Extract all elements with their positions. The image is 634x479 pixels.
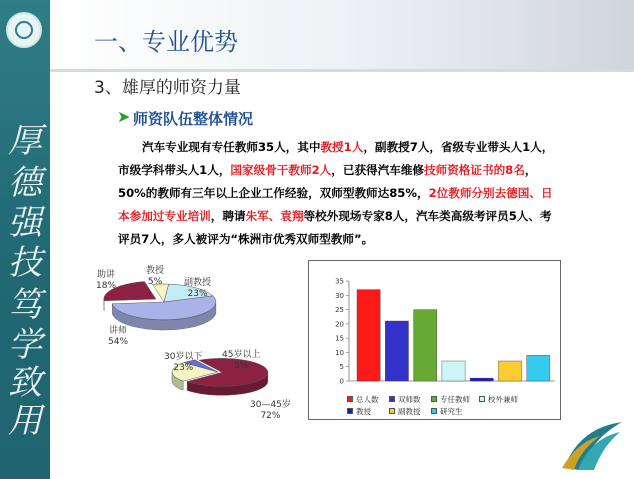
legend-item: [389, 394, 431, 405]
calligraphy-char: 学: [8, 325, 42, 365]
section-subtitle: 3、雄厚的师资力量: [94, 78, 241, 98]
legend-label: 教授: [356, 406, 371, 416]
legend-row: [347, 405, 557, 417]
legend-item: [347, 406, 389, 417]
bar-4: [442, 361, 465, 381]
y-tick-label: 10: [335, 348, 344, 357]
highlighted-text: 朱军、袁翔: [245, 209, 304, 223]
bar-chart-panel: [308, 260, 561, 420]
pie1-label-associate: 副教授 23%: [184, 278, 212, 299]
bar-chart-legend: [347, 393, 557, 417]
y-tick-label: 25: [335, 306, 344, 315]
calligraphy-char: 用: [8, 401, 42, 441]
calligraphy-char: 笃: [8, 285, 42, 325]
bar-3: [414, 310, 437, 381]
y-tick-label: 15: [335, 334, 344, 343]
sidebar: [0, 0, 50, 479]
pie1-label-professor: 教授 5%: [146, 266, 165, 287]
calligraphy-char: 技: [8, 243, 42, 283]
legend-swatch: [389, 396, 395, 402]
bar-2: [385, 321, 408, 381]
highlighted-text: 国家级骨干教师2人: [230, 163, 332, 177]
legend-item: [431, 406, 473, 417]
legend-label: 双师数: [398, 394, 421, 404]
pie2-label-30to45: 30—45岁 72%: [250, 400, 291, 421]
bar-7: [527, 355, 550, 381]
pie2-label-over45: 45岁以上 5%: [222, 350, 261, 371]
calligraphy-char: 厚: [8, 121, 42, 161]
paragraph-text: 等校外现场专家8人，汽车类高级考评员5人、考评员7人，多人被评为“株洲市优秀双师型教师”。: [118, 209, 552, 246]
legend-label: 校外兼师: [488, 394, 518, 404]
school-logo-icon: [6, 12, 42, 48]
pie1-label-assistant: 助讲 18%: [96, 270, 117, 291]
pie1-label-lecturer: 讲师 54%: [108, 326, 129, 347]
highlighted-text: 教授1人: [320, 140, 364, 154]
legend-item: [389, 406, 431, 417]
y-tick-label: 0: [339, 377, 344, 386]
legend-row: [347, 393, 557, 405]
decorative-swoosh-logo-icon: [556, 418, 626, 474]
legend-swatch: [431, 396, 437, 402]
legend-label: 研究生: [440, 406, 463, 416]
legend-swatch: [347, 408, 353, 414]
subheading: 师资队伍整体情况: [133, 110, 254, 128]
y-tick-label: 5: [339, 363, 344, 372]
legend-label: 专任教师: [440, 394, 470, 404]
y-tick-label: 35: [335, 277, 344, 286]
legend-swatch: [431, 408, 437, 414]
calligraphy-char: 强: [8, 203, 42, 243]
y-tick-label: 20: [335, 320, 344, 329]
y-tick-label: 30: [335, 291, 344, 300]
bar-6: [498, 361, 521, 381]
legend-item: [431, 394, 479, 405]
title-divider: [50, 69, 634, 72]
faculty-bar-chart: [309, 261, 562, 393]
legend-item: [347, 394, 389, 405]
bar-1: [357, 290, 380, 381]
legend-label: 副教授: [398, 406, 421, 416]
paragraph-text: ，已获得汽车维修: [331, 163, 425, 177]
legend-item: [479, 394, 527, 405]
pie2-label-under30: 30岁以下 23%: [164, 352, 203, 373]
calligraphy-char: 致: [8, 363, 42, 403]
calligraphy-char: 德: [8, 163, 42, 203]
legend-swatch: [479, 396, 485, 402]
highlighted-text: 技师资格证书的8名: [424, 163, 525, 177]
faculty-paragraph: [118, 136, 563, 251]
legend-swatch: [347, 396, 353, 402]
paragraph-text: ，50%的教师有三年以上企业工作经验，双师型教师达85%，: [118, 163, 537, 200]
paragraph-text: ，聘请: [210, 209, 246, 223]
slide-title: 一、专业优势: [94, 28, 238, 56]
arrow-bullet-icon: ➤: [117, 107, 131, 126]
paragraph-text: 汽车专业现有专任教师35人，其中: [142, 140, 321, 154]
legend-label: 总人数: [356, 394, 379, 404]
paragraph-text: ，副教授7人，省级专业带头人1人，市级学科带头人1人，: [118, 140, 554, 177]
highlighted-text: 2位教师分别去德国、日本参加过专业培训: [118, 186, 553, 223]
bar-5: [470, 378, 493, 381]
legend-swatch: [389, 408, 395, 414]
